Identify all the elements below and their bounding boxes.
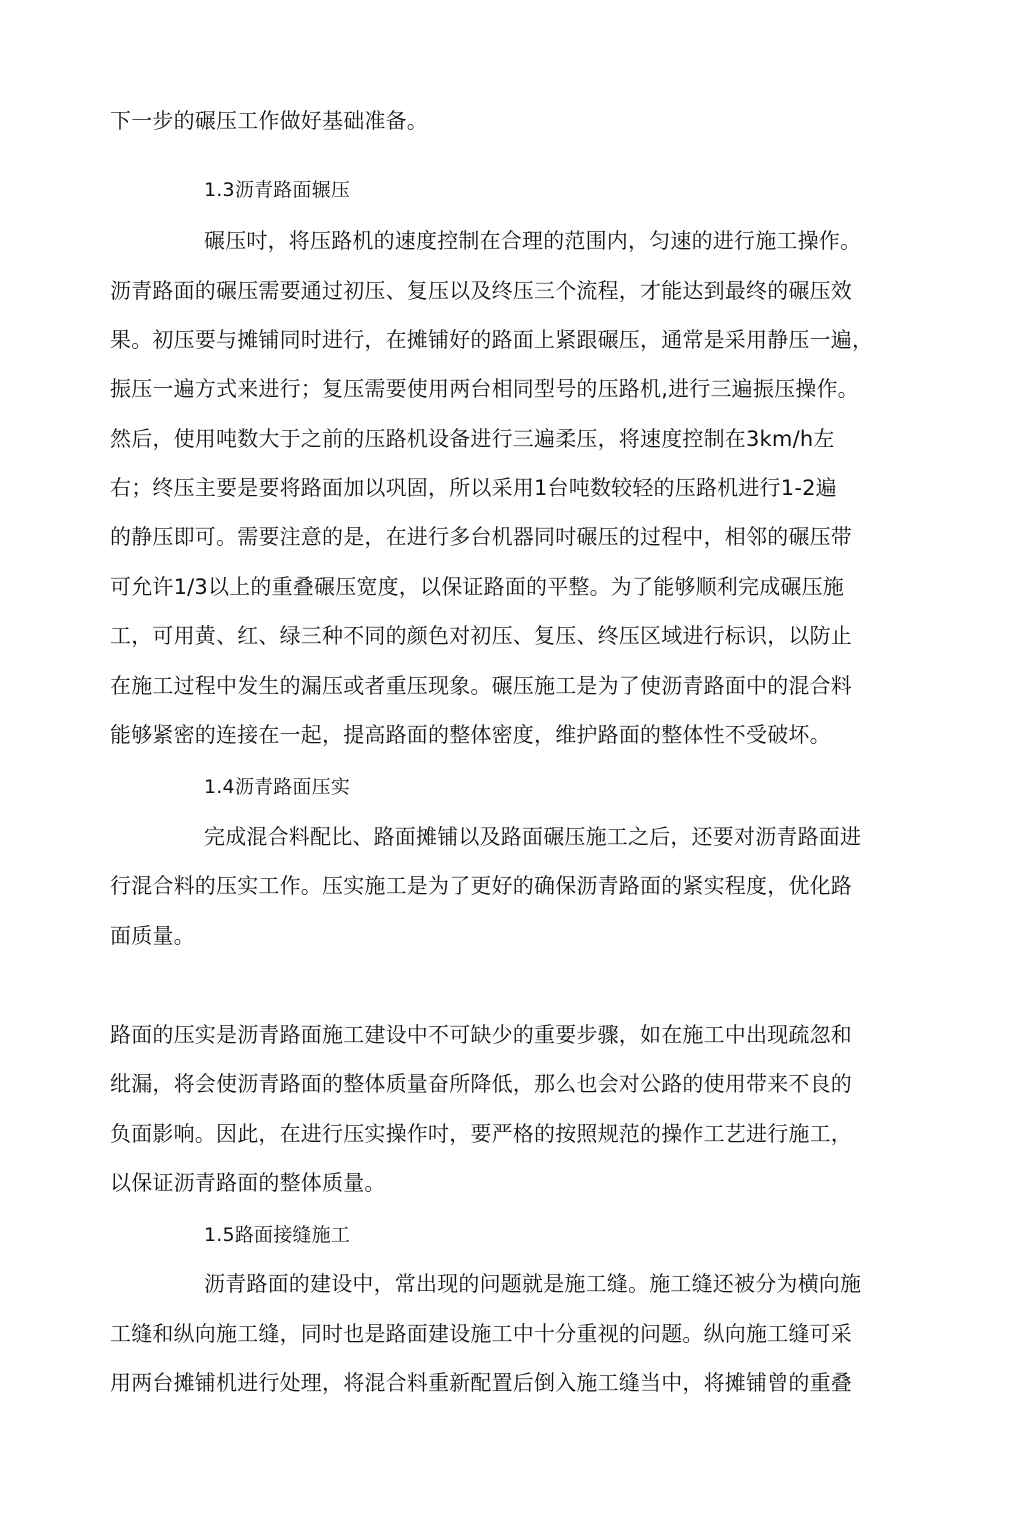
section-heading-1-3: 1.3沥青路面辗压 (204, 179, 351, 201)
paragraph-line: 的静压即可。需要注意的是，在进行多台机器同吋碾压的过程中，相邻的碾压带 (110, 525, 852, 549)
paragraph-line: 可允许1/3以上的重叠碾压宽度，以保证路面的平整。为了能够顺利完成碾压施 (110, 575, 844, 599)
paragraph-line: 碾压吋，将压路机的速度控制在合理的范围内，匀速的进行施工操作。 (204, 229, 862, 253)
paragraph-line: 完成混合料配比、路面摊铺以及路面碾压施工之后，还要对沥青路面进 (204, 825, 862, 849)
paragraph-line: 然后，使用吨数大于之前的压路机设备进行三遍柔压，将速度控制在3km/h左 (110, 427, 835, 451)
paragraph-line: 纰漏，将会使沥青路面的整体质量奋所降低，那么也会对公路的使用带来不良的 (110, 1072, 852, 1096)
paragraph-line: 用两台摊铺机进行处理，将混合料重新配置后倒入施工缝当中，将摊铺曾的重叠 (110, 1371, 852, 1395)
paragraph-line: 以保证沥青路面的整体质量。 (110, 1171, 386, 1195)
section-heading-1-4: 1.4沥青路面压实 (204, 776, 351, 798)
paragraph-line: 果。初压要与摊铺同时进行，在摊铺好的路面上紧跟碾压，通常是采用静压一遍， (110, 328, 874, 352)
paragraph-line: 沥青路面的建设中，常出现的问题就是施工缝。施工缝还被分为横向施 (204, 1272, 862, 1296)
paragraph-line: 工缝和纵向施工缝，同时也是路面建设施工中十分重视的问题。纵向施工缝可采 (110, 1322, 852, 1346)
paragraph-line: 沥青路面的碾压需要通过初压、复压以及终压三个流程，才能达到最终的碾压效 (110, 279, 852, 303)
paragraph-line: 工，可用黄、红、绿三种不同的颜色对初压、复压、终压区域进行标识，以防止 (110, 624, 852, 648)
paragraph-line: 行混合料的压实工作。压实施工是为了更好的确保沥青路面的紧实程度，优化路 (110, 874, 852, 898)
paragraph-line: 能够紧密的连接在一起，提高路面的整体密度，维护路面的整体性不受破坏。 (110, 723, 831, 747)
paragraph-line: 负面影响。因此，在进行压实操作吋，要严格的按照规范的操作工艺进行施工， (110, 1122, 852, 1146)
section-heading-1-5: 1.5路面接缝施工 (204, 1224, 351, 1246)
paragraph-line: 在施工过程中发生的漏压或者重压现象。碾压施工是为了使沥青路面中的混合料 (110, 674, 852, 698)
text-line: 下一步的碾压工作做好基础准备。 (110, 109, 428, 133)
paragraph-line: 振压一遍方式来进行；复压需要使用两台相同型号的压路机,进行三遍振压操作。 (110, 377, 859, 401)
paragraph-line: 面质量。 (110, 924, 195, 948)
paragraph-line: 右；终压主要是要将路面加以巩固，所以采用1台吨数较轻的压路机进行1-2遍 (110, 476, 837, 500)
paragraph-line: 路面的压实是沥青路面施工建设中不可缺少的重要步骤，如在施工中出现疏忽和 (110, 1023, 852, 1047)
